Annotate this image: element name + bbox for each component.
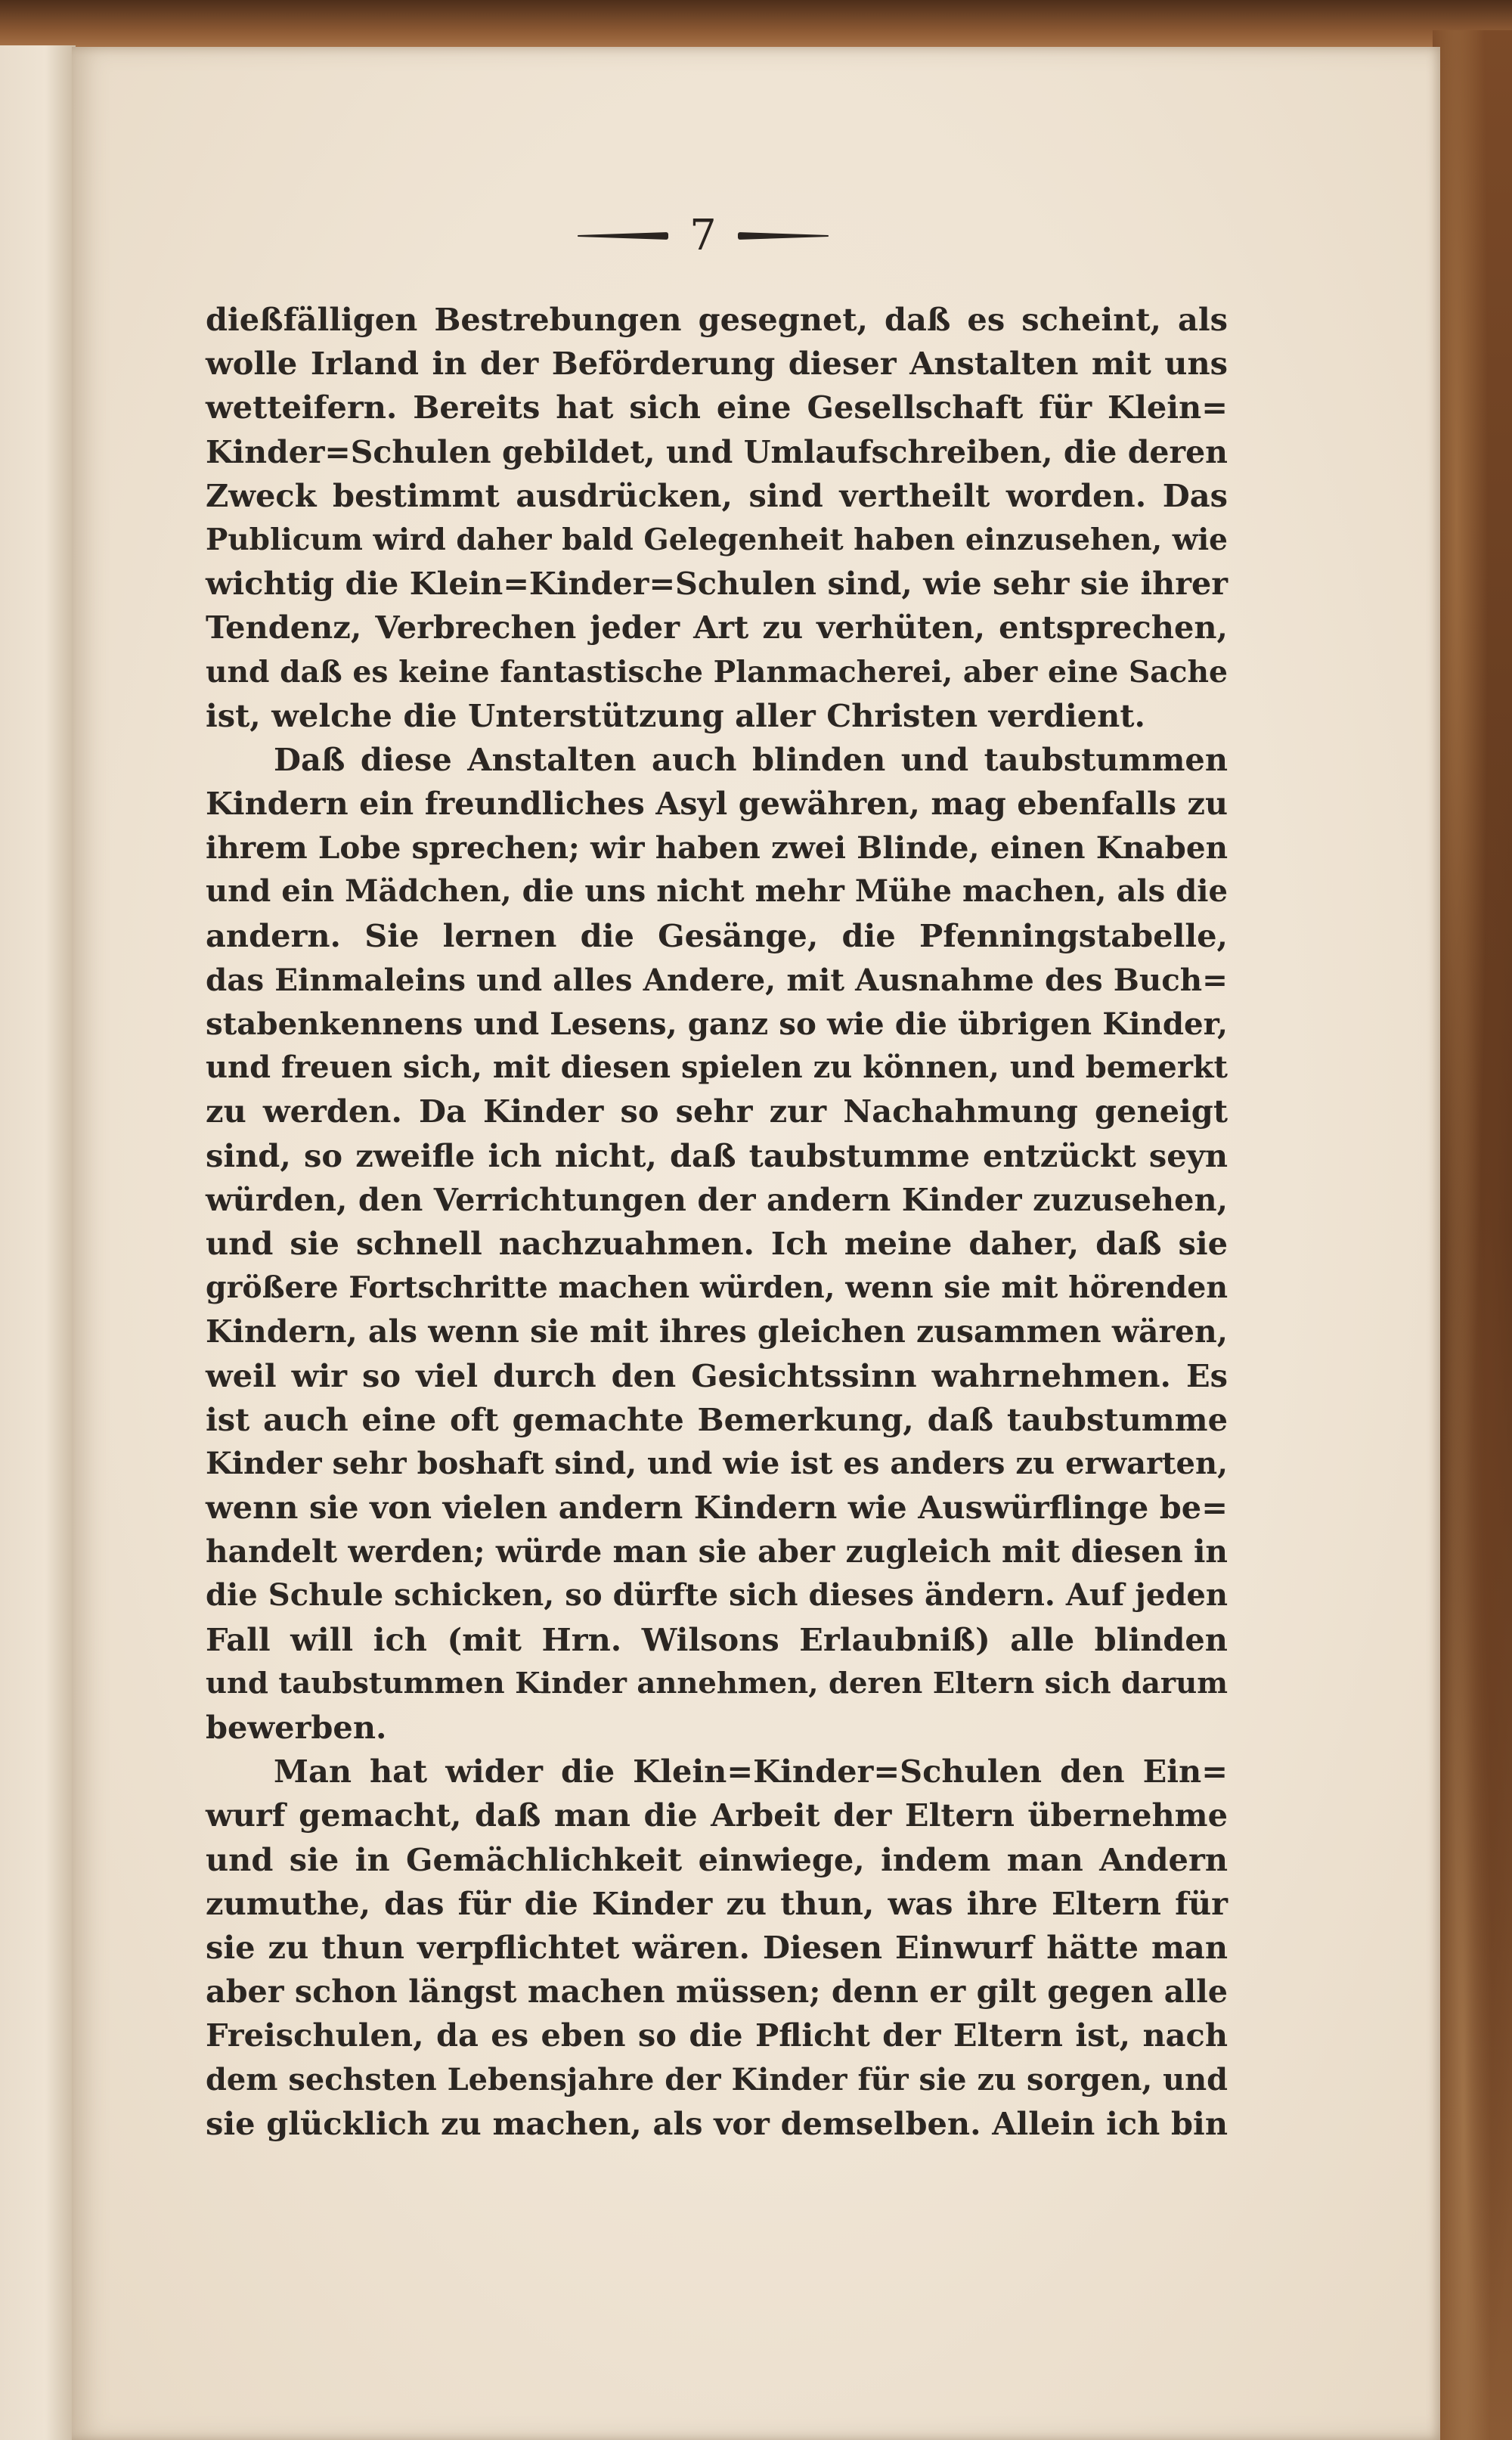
text-line: und freuen sich, mit diesen spielen zu können, und bemerkt — [206, 1049, 1228, 1086]
text-line: Kinder=Schulen gebildet, und Umlaufschreiben, die deren — [206, 433, 1228, 470]
text-line: Tendenz, Verbrechen jeder Art zu verhüten, entsprechen, — [206, 609, 1228, 646]
text-line: und daß es keine fantastische Planmacherei, aber eine Sache — [206, 654, 1228, 690]
text-line: weil wir so viel durch den Gesichtssinn wahrnehmen. Es — [206, 1356, 1228, 1394]
page-body-text — [206, 298, 1228, 2146]
book-top-edge — [0, 0, 1512, 53]
text-line: Freischulen, da es eben so die Pflicht der Eltern ist, nach — [206, 2017, 1228, 2054]
text-line: handelt werden; würde man sie aber zugleich mit diesen in — [206, 1533, 1228, 1570]
text-line: wurf gemacht, daß man die Arbeit der Eltern übernehme — [206, 1797, 1228, 1834]
text-line: wenn sie von vielen andern Kindern wie Auswürflinge be= — [206, 1489, 1228, 1527]
text-line: sie glücklich zu machen, als vor demselben. Allein ich bin — [206, 2104, 1228, 2142]
text-line: sind, so zweifle ich nicht, daß taubstumme entzückt seyn — [206, 1136, 1228, 1174]
text-line: Zweck bestimmt ausdrücken, sind vertheilt worden. Das — [206, 476, 1228, 514]
ornament-rule-right — [738, 232, 829, 240]
text-line: Fall will ich (mit Hrn. Wilsons Erlaubniß) alle blinden — [206, 1620, 1228, 1658]
text-line: und sie in Gemächlichkeit einwiege, indem man Andern — [206, 1840, 1228, 1878]
left-page-edge — [0, 45, 76, 2440]
ornament-rule-left — [578, 232, 668, 240]
text-line: Man hat wider die Klein=Kinder=Schulen den Ein= — [274, 1753, 1228, 1790]
text-line: aber schon längst machen müssen; denn er gilt gegen alle — [206, 1973, 1228, 2011]
text-line: das Einmaleins und alles Andere, mit Ausnahme des Buch= — [206, 961, 1228, 998]
text-line: ist auch eine oft gemachte Bemerkung, daß taubstumme — [206, 1400, 1228, 1438]
text-line: wolle Irland in der Beförderung dieser Anstalten mit uns — [206, 345, 1228, 383]
text-line: ihrem Lobe sprechen; wir haben zwei Blinde, einen Knaben — [206, 829, 1228, 867]
text-line: zumuthe, das für die Kinder zu thun, was ihre Eltern für — [206, 1884, 1228, 1922]
text-line: wetteifern. Bereits hat sich eine Gesellschaft für Klein= — [206, 389, 1228, 426]
page-number: 7 — [689, 211, 717, 260]
text-line: Kinder sehr boshaft sind, und wie ist es anders zu erwarten, — [206, 1445, 1228, 1481]
text-line: Publicum wird daher bald Gelegenheit haben einzusehen, wie — [206, 522, 1228, 557]
text-line: stabenkennens und Lesens, ganz so wie die übrigen Kinder, — [206, 1006, 1228, 1042]
text-line: und taubstummen Kinder annehmen, deren Eltern sich darum — [206, 1666, 1228, 1701]
text-line: die Schule schicken, so dürfte sich dieses ändern. Auf jeden — [206, 1577, 1228, 1614]
text-line: würden, den Verrichtungen der andern Kinder zuzusehen, — [206, 1180, 1228, 1218]
text-line: ist, welche die Unterstützung aller Christen verdient. — [206, 696, 1145, 734]
text-line: bewerben. — [206, 1709, 387, 1746]
text-line: zu werden. Da Kinder so sehr zur Nachahmung geneigt — [206, 1093, 1228, 1130]
marbled-cover-board — [1433, 30, 1512, 2440]
text-line: sie zu thun verpflichtet wären. Diesen Einwurf hätte man — [206, 1928, 1228, 1966]
page-header — [559, 206, 847, 266]
text-line: wichtig die Klein=Kinder=Schulen sind, wie sehr sie ihrer — [206, 565, 1228, 603]
text-line: Kindern, als wenn sie mit ihres gleichen zusammen wären, — [206, 1313, 1228, 1350]
text-line: Kindern ein freundliches Asyl gewähren, mag ebenfalls zu — [206, 785, 1228, 823]
text-line: Daß diese Anstalten auch blinden und taubstummen — [274, 740, 1228, 778]
text-line: dießfälligen Bestrebungen gesegnet, daß es scheint, als — [206, 301, 1228, 338]
text-line: andern. Sie lernen die Gesänge, die Pfenningstabelle, — [206, 916, 1228, 954]
text-line: dem sechsten Lebensjahre der Kinder für sie zu sorgen, und — [206, 2062, 1228, 2097]
text-line: und sie schnell nachzuahmen. Ich meine daher, daß sie — [206, 1224, 1228, 1262]
book-page — [72, 47, 1440, 2440]
text-line: und ein Mädchen, die uns nicht mehr Mühe machen, als die — [206, 873, 1228, 910]
text-line: größere Fortschritte machen würden, wenn sie mit hörenden — [206, 1270, 1228, 1306]
